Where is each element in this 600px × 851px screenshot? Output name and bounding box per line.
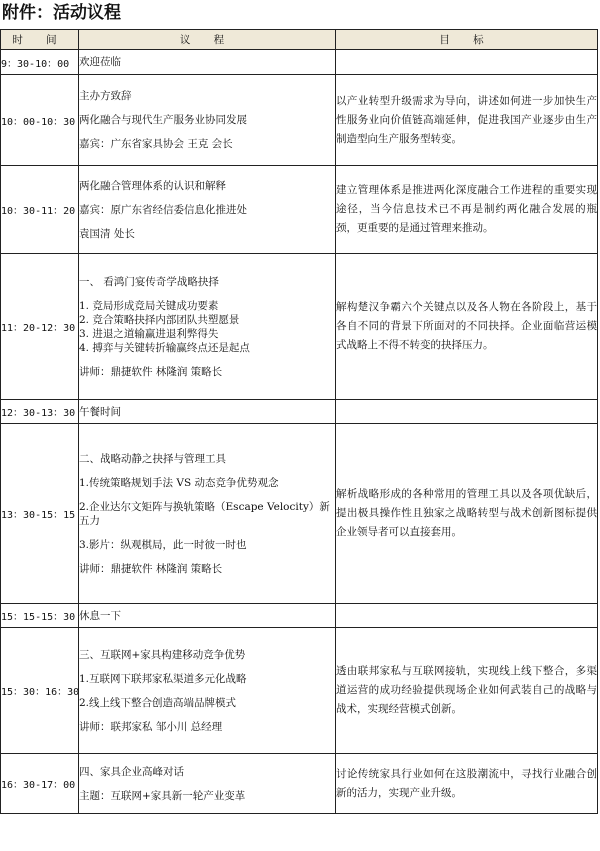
goal-cell: 解构楚汉争霸六个关键点以及各人物在各阶段上，基于各自不同的背景下所面对的不同抉择。企业面临营运模式战略上不得不转变的抉择压力。 (336, 254, 598, 400)
agenda-line: 讲师：鼎捷软件 林隆润 策略长 (79, 365, 223, 378)
agenda-line: 2.线上线下整合创造高端品牌模式 (79, 696, 237, 709)
agenda-cell (79, 166, 336, 254)
agenda-cell (79, 254, 336, 400)
agenda-line: 1. 竞局形成竞局关键成功要素 (79, 299, 219, 312)
goal-cell: 建立管理体系是推进两化深度融合工作进程的重要实现途径，当今信息技术已不再是制约两化融合发展的瓶颈，更重要的是通过管理来推动。 (336, 166, 598, 254)
agenda-line: 午餐时间 (79, 405, 121, 418)
agenda-line: 二、战略动静之抉择与管理工具 (79, 452, 226, 465)
agenda-cell (79, 628, 336, 754)
time-cell: 10：30-11：20 (1, 166, 79, 254)
agenda-line: 嘉宾：原广东省经信委信息化推进处 (79, 203, 247, 216)
agenda-line: 3. 进退之道输赢进退利弊得失 (79, 327, 219, 340)
agenda-cell (79, 604, 336, 628)
agenda-cell (79, 75, 336, 166)
time-cell: 13：30-15：15 (1, 424, 79, 604)
table-row (1, 75, 598, 166)
agenda-line: 欢迎莅临 (79, 56, 121, 68)
goal-cell (336, 604, 598, 628)
agenda-cell (79, 424, 336, 604)
goal-cell: 解析战略形成的各种常用的管理工具以及各项优缺后，提出极具操作性且独家之战略转型与战术创新图标提供企业领导者可以直接套用。 (336, 424, 598, 604)
goal-cell: 以产业转型升级需求为导向，讲述如何进一步加快生产性服务业向价值链高端延伸，促进我国产业逐步由生产制造型向生产服务型转变。 (336, 75, 598, 166)
table-row (1, 50, 598, 75)
goal-cell: 讨论传统家具行业如何在这股潮流中，寻找行业融合创新的活力，实现产业升级。 (336, 754, 598, 814)
agenda-line: 2. 竞合策略抉择内部团队共塑愿景 (79, 313, 240, 326)
goal-cell: 透由联邦家私与互联网接轨，实现线上线下整合，多渠道运营的成功经验提供现场企业如何武装自己的战略与战术，实现经营模式创新。 (336, 628, 598, 754)
header-goal: 目 标 (336, 30, 598, 50)
agenda-line: 1.传统策略规划手法 VS 动态竞争优势观念 (79, 476, 279, 489)
table-header-row (1, 30, 598, 50)
agenda-line: 4. 搏弈与关键转折输赢终点还是起点 (79, 341, 250, 354)
agenda-line: 嘉宾：广东省家具协会 王克 会长 (79, 138, 233, 150)
time-cell: 10：00-10：30 (1, 75, 79, 166)
agenda-line: 三、互联网+家具构建移动竞争优势 (79, 648, 246, 661)
agenda-line: 3.影片：纵观棋局，此一时彼一时也 (79, 538, 247, 551)
agenda-line: 两化融合管理体系的认识和解释 (79, 179, 226, 192)
time-cell: 15：15-15：30 (1, 604, 79, 628)
agenda-line: 主办方致辞 (79, 90, 132, 102)
agenda-line: 袁国清 处长 (79, 227, 135, 240)
table-row (1, 604, 598, 628)
time-cell: 9：30-10：00 (1, 50, 79, 75)
time-cell: 12：30-13：30 (1, 400, 79, 424)
time-cell: 15：30：16：30 (1, 628, 79, 754)
agenda-line: 四、家具企业高峰对话 (79, 765, 184, 778)
page-title: 附件：活动议程 (2, 3, 121, 23)
agenda-cell (79, 50, 336, 75)
agenda-line: 讲师：鼎捷软件 林隆润 策略长 (79, 562, 223, 575)
goal-cell (336, 50, 598, 75)
goal-cell (336, 400, 598, 424)
time-cell: 16：30-17：00 (1, 754, 79, 814)
agenda-table (0, 29, 598, 814)
agenda-cell (79, 400, 336, 424)
header-agenda: 议 程 (79, 30, 336, 50)
agenda-line: 1.互联网下联邦家私渠道多元化战略 (79, 672, 247, 685)
table-row (1, 400, 598, 424)
table-row (1, 424, 598, 604)
time-cell: 11：20-12：30 (1, 254, 79, 400)
agenda-line: 2.企业达尔文矩阵与换轨策略（Escape Velocity）新五力 (79, 500, 330, 527)
agenda-line: 休息一下 (79, 609, 121, 622)
agenda-line: 两化融合与现代生产服务业协同发展 (79, 114, 247, 126)
table-row (1, 628, 598, 754)
table-row (1, 754, 598, 814)
table-row (1, 166, 598, 254)
agenda-line: 一、 看鸿门宴传奇学战略抉择 (79, 275, 219, 288)
table-row (1, 254, 598, 400)
agenda-cell (79, 754, 336, 814)
agenda-line: 讲师：联邦家私 邹小川 总经理 (79, 720, 223, 733)
agenda-line: 主题：互联网+家具新一轮产业变革 (79, 789, 246, 802)
header-time: 时 间 (1, 30, 79, 50)
